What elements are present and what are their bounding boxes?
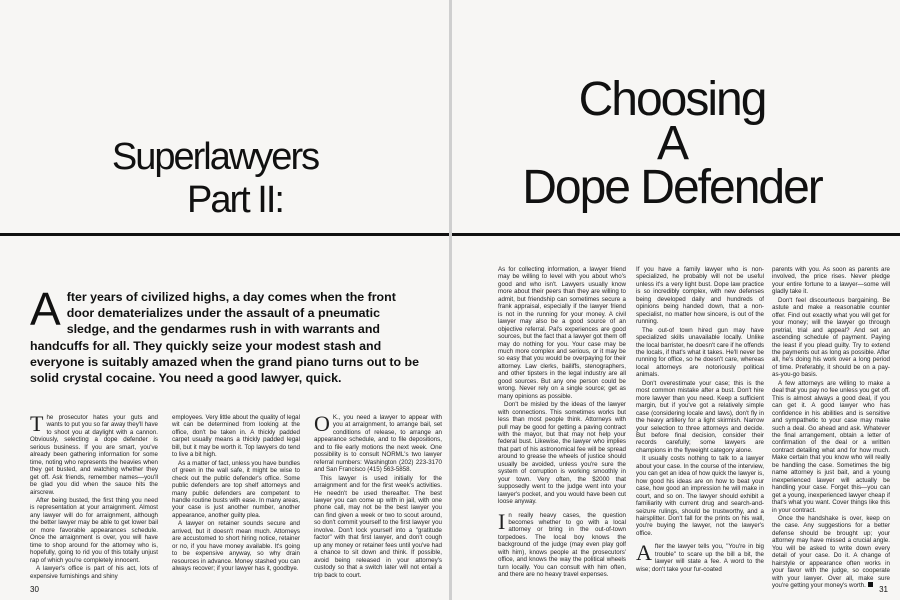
paragraph-text: he prosecutor hates your guts and wants to put you so far away they'll have to shoot you at daylight with a cannon. Obviously, selecting a dope defender is serious business. If you are smart, you've already been gathering information for some time, noting who represents the heavies when they get busted, and watching whether they get off. Ask friends, remember names—you'll be glad you did when the sauce hits the airscrew. <box>30 414 158 496</box>
paragraph: A lawyer on retainer sounds secure and arrived, but it doesn't mean much. Attorneys are accustomed to short hiring notice, retainer or no, if you have money available. It's going to be expensive anyway, so why drain resources in advance. Money stashed you can always recover; if your lawyer has it, goodbye. <box>172 520 300 573</box>
paragraph-text: fter the lawyer tells you, "You're in big trouble" to scare up the bill a bit, the lawyer will state a fee. A word to the wise; don't take your fur-coated <box>636 543 764 573</box>
left-column-1 <box>30 411 158 582</box>
right-column-1 <box>498 266 626 582</box>
end-mark-icon <box>868 582 873 587</box>
dropcap: T <box>30 411 44 436</box>
paragraph: Don't overestimate your case; this is the most common mistake after a bust. Don't hire more lawyer than you need. Keep a sufficient margin, but if you've got a relatively simple case (considering locale and laws), don't fly in the heavy artillery for a light skirmish. Narrow your selection to three attorneys and decide. But before final decision, consider their records carefully; some lawyers are champions in the flyweight category alone. <box>636 379 764 454</box>
section-rule-right <box>452 233 900 236</box>
right-column-2 <box>636 266 764 582</box>
paragraph: The out-of town hired gun may have specialized skills unavailable locally. Unlike the local barrister, he doesn't care if he offends the locals, if that's what it takes. He'll never be running for office, so he doesn't care, whereas local attorneys are notoriously political animals. <box>636 326 764 379</box>
paragraph: If you have a family lawyer who is non-specialized, he probably will not be useful unless it's a very light bust. Dope law practice is so incredibly complex, with new defenses being developed daily and hundreds of opinions being handed down, that a non-specialist, no matter how sincere, is out of the running. <box>636 266 764 326</box>
paragraph <box>314 411 442 474</box>
title-part-two: Part II: <box>187 179 283 221</box>
deck-dropcap: A <box>30 283 61 335</box>
paragraph: It usually costs nothing to talk to a lawyer about your case. In the course of the interview, you can get an idea of how quick the lawyer is, how good his ideas are on how to beat your case, how good an impression he will make in court, and so on. The lawyer should exhibit a familiarity with current drug and search-and-seizure rulings, should be trustworthy, and a hairsplitter. Don't fall for the prints on his wall, you're buying the lawyer, not the lawyer's office. <box>636 455 764 537</box>
dropcap: O <box>314 411 330 436</box>
paragraph: A lawyer's office is part of his act, lots of expensive furnishings and shiny <box>30 565 158 580</box>
paragraph <box>772 515 890 590</box>
paragraph <box>636 540 764 573</box>
deck-text: fter years of civilized highs, a day comes when the front door dematerializes under the assault of a pneumatic sledge, and the gendarmes rush in with warrants and handcuffs for all. They quickly seize your modest stash and everyone is suitably amazed when the grand piano turns out to be solid crystal cocaine. You need a good lawyer, quick. <box>30 290 419 386</box>
paragraph <box>30 411 158 496</box>
paragraph: employees. Very little about the quality of legal wit can be determined from looking at the office, don't be taken in. A thickly padded carpet usually means a thickly padded legal bill, but it may be worth it. Top lawyers do tend to live a bit high. <box>172 414 300 459</box>
title-superlawyers: Superlawyers <box>111 136 319 178</box>
paragraph: After being busted, the first thing you need is representation at your arraignment. Almost any lawyer will do for arraignment, although the better lawyer may be able to get lower bail or more favorable appearances schedule. Once the arraignment is over, you will have time to shop around for the attorney who is, hopefully, going to rid you of this totally unjust rap of which you're completely innocent. <box>30 496 158 564</box>
dropcap: I <box>498 508 506 534</box>
title-choosing-a-dope-defender <box>522 73 822 214</box>
deck-paragraph <box>30 283 425 386</box>
paragraph: As a matter of fact, unless you have bundles of green in the wall safe, it might be wise to check out the public defender's office. Some public defenders are top shelf attorneys and many public defenders are competent to handle routine busts with ease. In many areas, your case is just another number, another appearance, another guilty plea. <box>172 459 300 519</box>
paragraph <box>498 508 626 579</box>
paragraph: Don't feel discourteous bargaining. Be astute and make a reasonable counter offer. Find out exactly what you will get for your money; will the lawyer go through pretrial, trial and appeal? And set an ascending schedule of payment. Paying the least if you plead guilty. Try to extend the payments out as long as possible. After all, he's doing his work over a long period of time. Preferably, it should be on a pay-as-you-go basis. <box>772 296 890 379</box>
title-line: Choosing <box>578 73 766 126</box>
paragraph: Don't be misled by the ideas of the lawyer with connections. This sometimes works but less than most people think. Attorneys with pull may be good for getting a paving contract with the mayor, but that may not help your federal bust. Likewise, the lawyer who implies that part of his astronomical fee will be spread around to grease the wheels of justice should usually be avoided, unless you're sure the system of corruption is working smoothly in your town. Very often, the $2000 that supposedly went to the judge went into your lawyer's pocket, and you would have been cut loose anyway. <box>498 401 626 506</box>
paragraph: A few attorneys are willing to make a deal that you pay no fee unless you get off. This is almost always a good deal, if you can get it. A good lawyer who has confidence in his abilities and is sensitive and sympathetic to your case may make such a deal. Go ahead and ask. Whatever the final arrangement, obtain a letter of confirmation of the deal or a written contract detailing what and for how much. Make certain that you know who will really be handling the case. Sometimes the big name attorney is just bait, and a young inexperienced lawyer will actually be handling your case. Forget this—you can get a young, inexperienced lawyer cheap if that's what you want. Cover things like this in your contract. <box>772 379 890 514</box>
paragraph-text: Once the handshake is over, keep on the case. Any suggestions for a better defense should be brought up; your attorney may have missed a crucial angle. You will be asked to write down every detail of your case. Do it. A change of hairstyle or appearance often works in your favor with the judge, so cooperate with your lawyer. Over all, make sure you're getting your money's worth. <box>772 514 890 590</box>
paragraph: As for collecting information, a lawyer friend may be willing to level with you about who's good and who isn't. Lawyers usually know more about their peers than they are willing to admit, but friendship can sometimes secure a frank appraisal, especially if the lawyer friend is not in the running for your money. A civil lawyer may also be a good source of an objective referral. Pal's experiences are good sources, but the fact that a lawyer got them off may do nothing for you. Your case may be much more complex and serious, or it may be so easy that you would be overpaying for their attorney. Law clerks, bailiffs, stenographers, and other tipsters in the legal industry are all good sources. But any one person could be wrong. Never rely on a single source; get as many opinions as possible. <box>498 266 626 400</box>
title-line: A <box>656 117 687 170</box>
page-number-right: 31 <box>879 585 888 594</box>
paragraph-text: n really heavy cases, the question becomes whether to go with a local attorney or bring in the out-of-town torpedoes. The local boy knows the background of the judge (may even play golf with him), knows people at the prosecutors' office, and knows the way the political wheels turn locally. You can consult with him often, and there are no heavy travel expenses. <box>498 511 626 579</box>
paragraph-text: K., you need a lawyer to appear with you at arraignment, to arrange bail, set conditions of release, to arrange an appearance schedule, and to file depositions, and to file early motions the next week. One possibility is to consult NORML's two lawyer referral numbers: Washington (202) 223-3170 and San Francisco (415) 563-5858. <box>314 414 442 474</box>
left-column-3 <box>314 411 442 582</box>
dropcap: A <box>636 540 652 566</box>
left-page <box>0 0 449 600</box>
paragraph: parents with you. As soon as parents are involved, the price rises. Never pledge your entire fortune to a lawyer—some will gladly take it. <box>772 266 890 296</box>
section-rule-left <box>0 233 449 236</box>
page-number-left: 30 <box>30 585 39 594</box>
right-page <box>452 0 900 600</box>
paragraph: This lawyer is used initially for the arraignment and for the first week's activities. He needn't be used thereafter. The best lawyer you can come up with in jail, with one phone call, may not be the best lawyer you can find given a week or two to scout around, so don't commit yourself to the first lawyer you involve. Don't lock yourself into a "gratitude factor" with that first lawyer, and don't cough up any money or retainer fees until you've had a chance to sit down and think. If possible, avoid being released in your attorney's custody so that a switch later will not entail a trip back to court. <box>314 474 442 579</box>
left-column-2 <box>172 414 300 582</box>
title-line: Dope Defender <box>522 161 822 214</box>
